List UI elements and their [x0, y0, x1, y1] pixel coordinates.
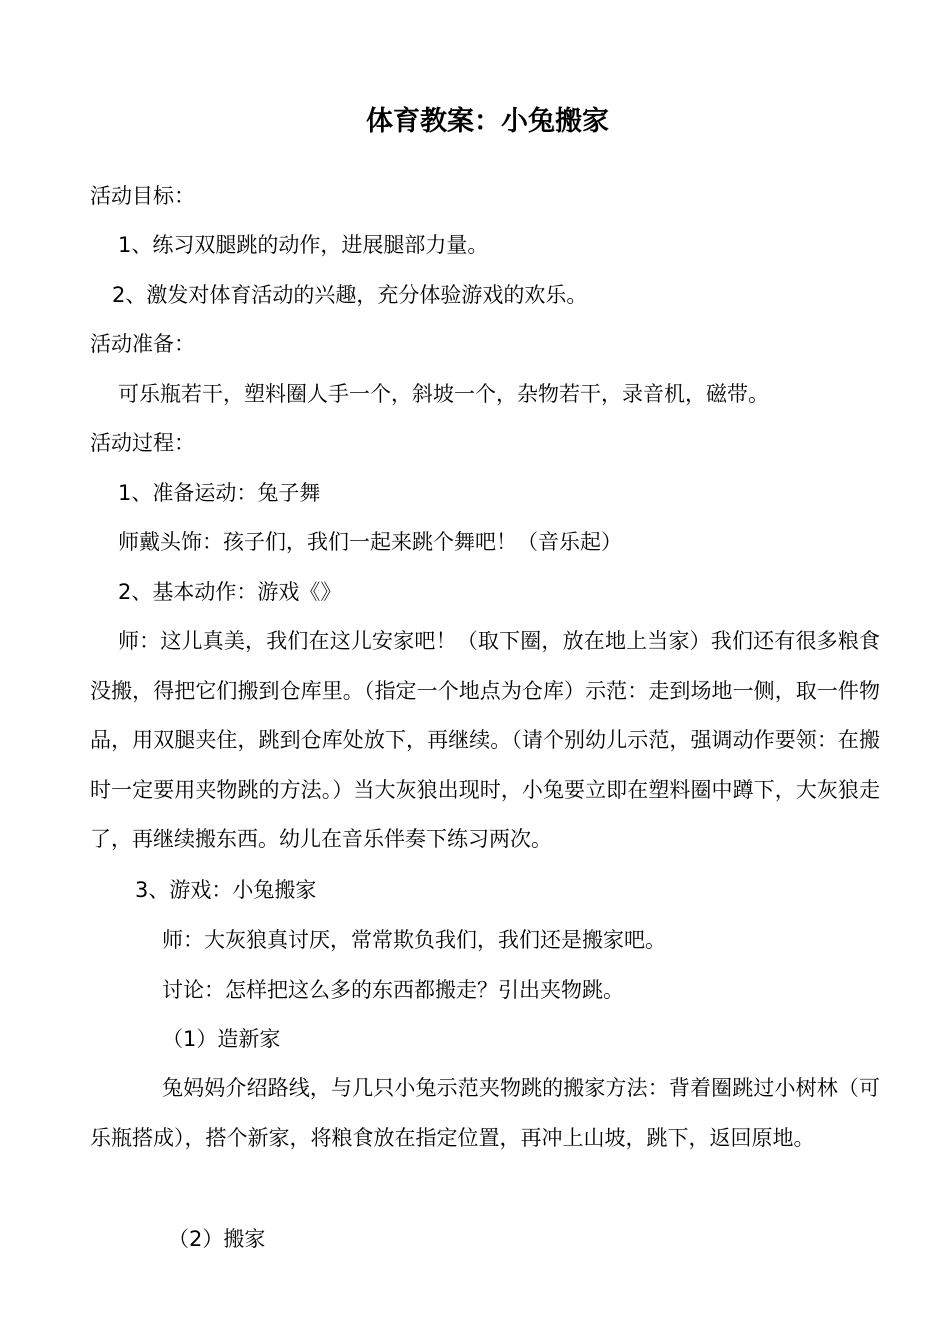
sub-step-2-heading: （2）搬家	[168, 1227, 266, 1251]
goal-item-2: 2、激发对体育活动的兴趣，充分体验游戏的欢乐。	[112, 283, 588, 307]
sub-step-1-paragraph: 兔妈妈介绍路线，与几只小兔示范夹物跳的搬家方法：背着圈跳过小树林（可乐瓶搭成），搭个新家，将粮食放在指定位置，再冲上山坡，跳下，返回原地。	[90, 1076, 880, 1150]
step-2-heading: 2、基本动作：游戏《》	[118, 580, 342, 604]
sub-step-1-heading: （1）造新家	[162, 1027, 281, 1051]
step-1-heading: 1、准备运动：兔子舞	[118, 481, 321, 505]
step-3-heading: 3、游戏：小兔搬家	[135, 878, 317, 902]
step-1-text: 师戴头饰：孩子们，我们一起来跳个舞吧！（音乐起）	[118, 530, 622, 554]
process-heading: 活动过程：	[90, 431, 195, 455]
prep-heading: 活动准备：	[90, 332, 195, 356]
document-title: 体育教案：小兔搬家	[366, 106, 609, 137]
goal-item-1: 1、练习双腿跳的动作，进展腿部力量。	[118, 233, 489, 257]
prep-text: 可乐瓶若干，塑料圈人手一个，斜坡一个，杂物若干，录音机，磁带。	[118, 382, 769, 406]
goals-heading: 活动目标：	[90, 184, 195, 208]
step-3-text-2: 讨论：怎样把这么多的东西都搬走？引出夹物跳。	[162, 978, 624, 1002]
step-3-text-1: 师：大灰狼真讨厌，常常欺负我们，我们还是搬家吧。	[162, 928, 666, 952]
step-2-paragraph: 师：这儿真美，我们在这儿安家吧！（取下圈，放在地上当家）我们还有很多粮食没搬，得把它们搬到仓库里。（指定一个地点为仓库）示范：走到场地一侧，取一件物品，用双腿夹住，跳到仓库处放下，再继续。（请个别幼儿示范，强调动作要领：在搬时一定要用夹物跳的方法。）当大灰狼出现时，小兔要立即在塑料圈中蹲下，大灰狼走了，再继续搬东西。幼儿在音乐伴奏下练习两次。	[90, 629, 880, 852]
